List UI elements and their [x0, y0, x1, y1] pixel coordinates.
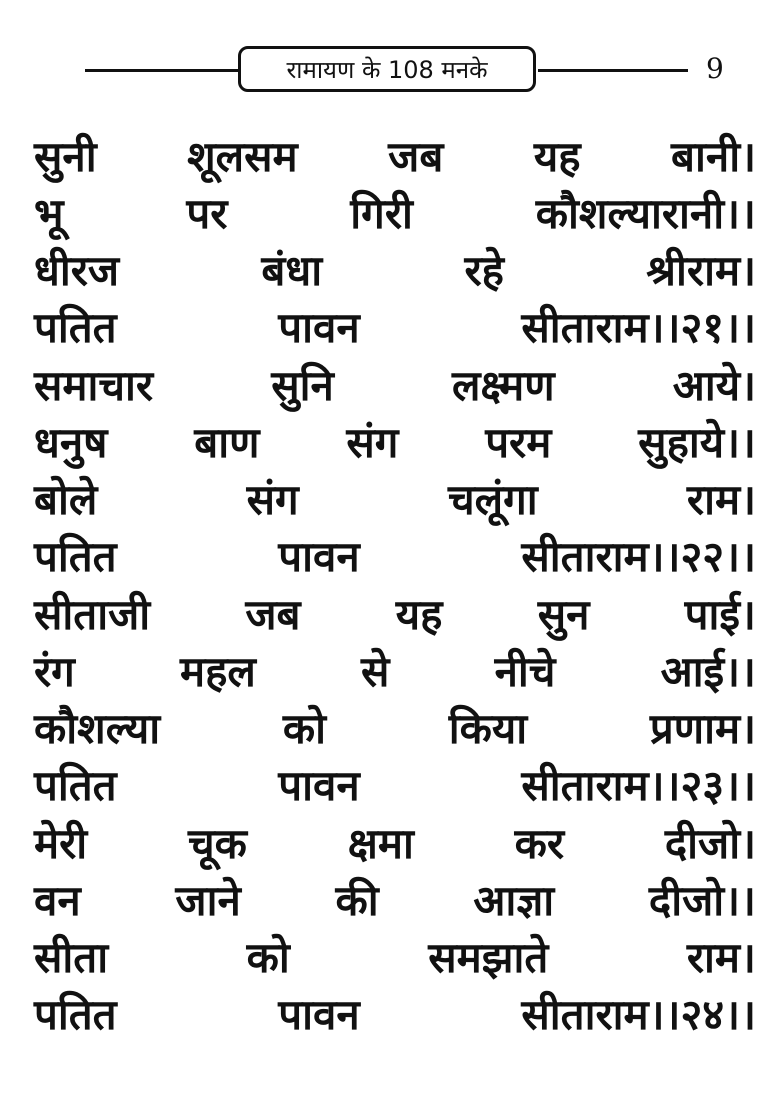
verse-word: श्रीराम।: [646, 246, 756, 295]
verse-word: पर: [186, 189, 228, 238]
verse-line: [34, 357, 756, 415]
verse-line: [34, 185, 756, 243]
verse-word: पाई।: [684, 590, 756, 639]
verse-line: [34, 242, 756, 300]
verse-word: यह: [395, 590, 443, 639]
verse-word: बाण: [194, 418, 260, 467]
verse-word: नीचे: [494, 647, 556, 696]
verse-word: आई।।: [660, 647, 756, 696]
verse-word: शूलसम: [187, 132, 298, 181]
verse-line: [34, 586, 756, 644]
verse-word: कर: [514, 819, 565, 868]
verse-word: पावन: [278, 990, 360, 1039]
verse-word: क्षमा: [347, 819, 414, 868]
page-header: [0, 0, 780, 110]
verse-word: सीताजी: [34, 590, 151, 639]
verse-word: जब: [245, 590, 301, 639]
verse-word: समझाते: [428, 933, 549, 982]
verse-word: महल: [179, 647, 256, 696]
verse-word: पतित: [34, 761, 117, 810]
verse-word: पावन: [278, 761, 360, 810]
verse-word: किया: [448, 704, 528, 753]
verse-line: [34, 872, 756, 930]
verse-word: सीताराम।।२३।।: [521, 761, 756, 810]
verse-word: चूक: [187, 819, 247, 868]
verse-word: सुनी: [34, 132, 97, 181]
verse-word: पावन: [278, 532, 360, 581]
verse-word: रंग: [34, 647, 75, 696]
verse-line: [34, 471, 756, 529]
verse-word: कौशल्यारानी।।: [535, 189, 756, 238]
verse-word: संग: [246, 475, 299, 524]
header-rule-left: [85, 69, 240, 72]
verse-word: पतित: [34, 990, 117, 1039]
verse-word: बोले: [34, 475, 98, 524]
verse-line: [34, 815, 756, 873]
verse-word: दीजो।।: [648, 876, 756, 925]
verse-line: [34, 128, 756, 186]
verse-word: प्रणाम।: [649, 704, 756, 753]
verse-word: सीता: [34, 933, 109, 982]
verse-word: पतित: [34, 532, 117, 581]
verse-word: मेरी: [34, 819, 88, 868]
verse-word: सुन: [537, 590, 590, 639]
verse-word: से: [361, 647, 390, 696]
verse-word: को: [246, 933, 290, 982]
verse-word: संग: [346, 418, 399, 467]
verse-word: वन: [34, 876, 81, 925]
verse-word: सीताराम।।२४।।: [521, 990, 756, 1039]
verse-line: [34, 757, 756, 815]
verse-word: रहे: [464, 246, 504, 295]
verse-word: सीताराम।।२१।।: [521, 303, 756, 352]
verse-line: [34, 414, 756, 472]
verse-word: जब: [388, 132, 444, 181]
verse-word: यह: [533, 132, 581, 181]
verse-line: [34, 528, 756, 586]
verse-word: की: [335, 876, 379, 925]
verse-word: चलूंगा: [447, 475, 538, 524]
verse-line: [34, 299, 756, 357]
verse-word: सुनि: [271, 361, 334, 410]
verse-word: को: [282, 704, 326, 753]
verse-word: लक्ष्मण: [452, 361, 555, 410]
verse-word: कौशल्या: [34, 704, 161, 753]
header-title: रामायण के 108 मनके: [238, 46, 536, 92]
verse-word: बानी।: [671, 132, 756, 181]
verse-word: बंधा: [261, 246, 323, 295]
verse-word: गिरी: [350, 189, 413, 238]
verse-word: राम।: [686, 933, 756, 982]
verse-word: धीरज: [34, 246, 120, 295]
verse-word: परम: [485, 418, 552, 467]
verse-word: पतित: [34, 303, 117, 352]
verse-line: [34, 986, 756, 1044]
verse-word: आये।: [672, 361, 756, 410]
verse-word: सीताराम।।२२।।: [521, 532, 756, 581]
verse-word: दीजो।: [664, 819, 756, 868]
verse-line: [34, 700, 756, 758]
verse-word: सुहाये।।: [638, 418, 756, 467]
header-rule-right: [538, 69, 688, 72]
verse-word: आज्ञा: [473, 876, 555, 925]
verse-word: पावन: [278, 303, 360, 352]
verse-word: राम।: [686, 475, 756, 524]
verse-word: जाने: [175, 876, 241, 925]
page-number: 9: [706, 52, 724, 85]
verse-line: [34, 929, 756, 987]
verse-word: समाचार: [34, 361, 154, 410]
verse-word: धनुष: [34, 418, 108, 467]
verse-line: [34, 643, 756, 701]
verse-word: भू: [34, 189, 64, 238]
